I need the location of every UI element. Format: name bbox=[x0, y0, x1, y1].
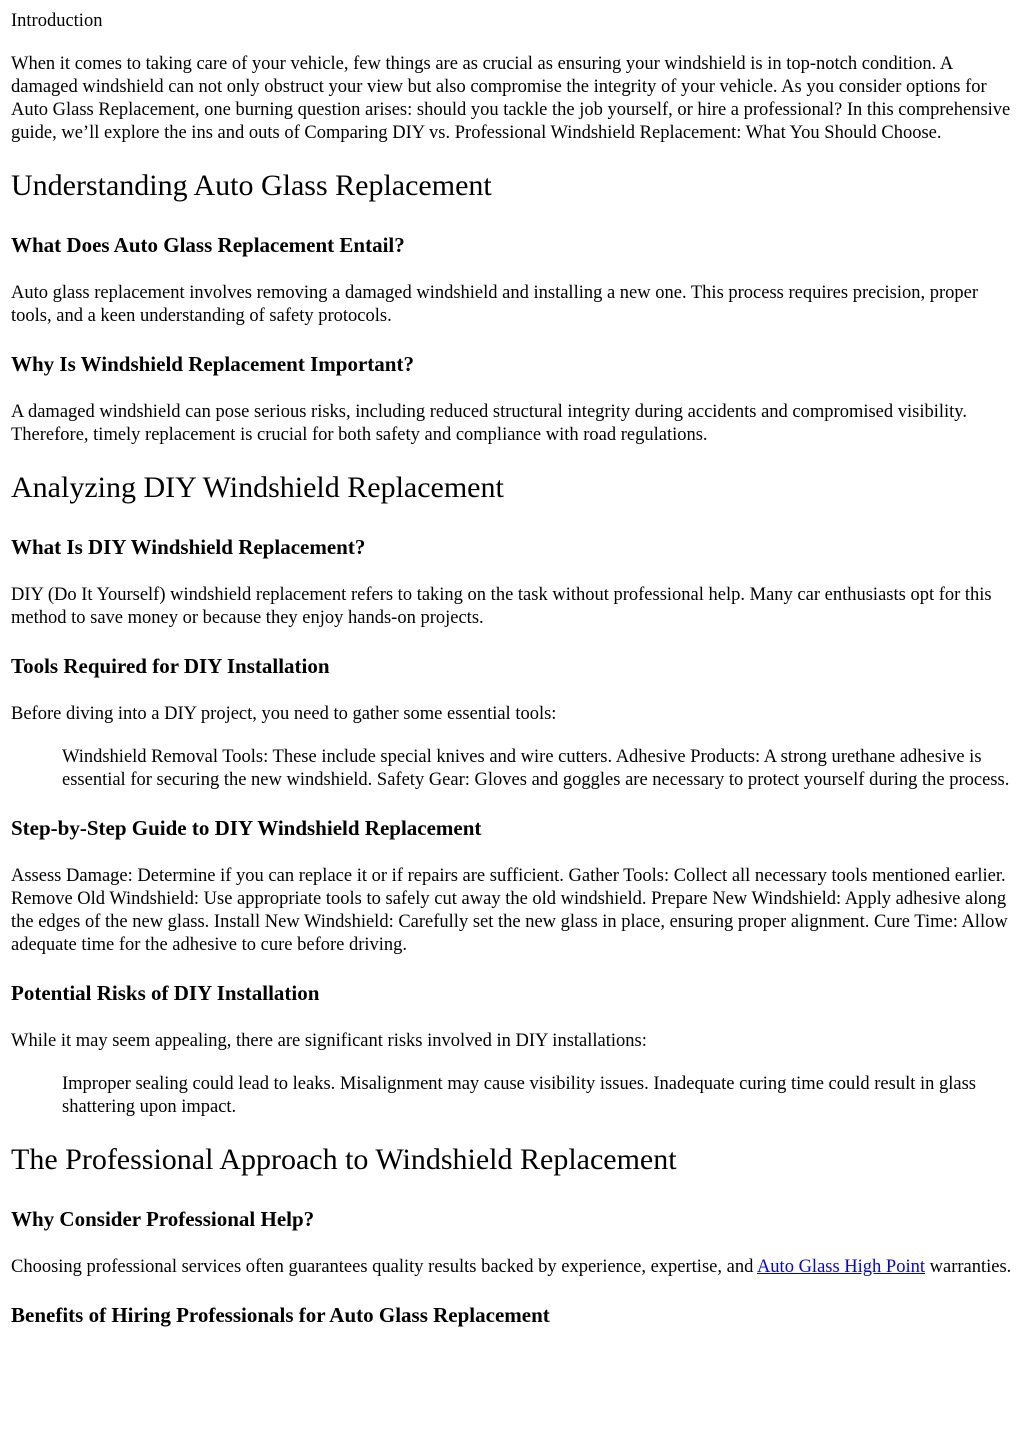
intro-label: Introduction bbox=[11, 11, 103, 31]
subheading-benefits: Benefits of Hiring Professionals for Auto Glass Replacement bbox=[11, 1303, 550, 1327]
paragraph-step-by-step: Assess Damage: Determine if you can replace it or if repairs are sufficient. Gather Tools: Collect all necessary tools mentioned earlier. Remove Old Windshield: Use appropriate tools to safely cut away the old windshield. Prepare New Windshield: Apply adhesive along the edges of the new glass. Install New Windshield: Carefully set the new glass in place, ensuring proper alignment. Cure Time: Allow adequate time for the adhesive to cure before driving. bbox=[11, 866, 1008, 955]
paragraph-tools-lead: Before diving into a DIY project, you need to gather some essential tools: bbox=[11, 704, 557, 724]
paragraph-what-is-diy: DIY (Do It Yourself) windshield replacement refers to taking on the task without professional help. Many car enthusiasts opt for this method to save money or because they enjoy hands-on projects. bbox=[11, 585, 992, 628]
intro-paragraph: When it comes to taking care of your vehicle, few things are as crucial as ensuring your windshield is in top-notch condition. A damaged windshield can not only obstruct your view but also compromise the integrity of your vehicle. As you consider options for Auto Glass Replacement, one burning question arises: should you tackle the job yourself, or hire a professional? In this comprehensive guide, we’ll explore the ins and outs of Comparing DIY vs. Professional Windshield Replacement: What You Should Choose. bbox=[11, 54, 1011, 143]
paragraph-why-professional-text: Choosing professional services often guarantees quality results backed by experience, expertise, and bbox=[11, 1257, 757, 1277]
subheading-tools-required: Tools Required for DIY Installation bbox=[11, 654, 330, 678]
subheading-what-is-diy: What Is DIY Windshield Replacement? bbox=[11, 535, 366, 559]
paragraph-why-professional-tail: warranties. bbox=[925, 1257, 1012, 1277]
paragraph-what-entails: Auto glass replacement involves removing a damaged windshield and installing a new one. This process requires precision, proper tools, and a keen understanding of safety protocols. bbox=[11, 283, 979, 326]
paragraph-why-professional bbox=[11, 1256, 1013, 1279]
list-risks: Improper sealing could lead to leaks. Misalignment may cause visibility issues. Inadequate curing time could result in glass shattering upon impact. bbox=[62, 1074, 976, 1117]
subheading-why-important: Why Is Windshield Replacement Important? bbox=[11, 352, 414, 376]
subheading-potential-risks: Potential Risks of DIY Installation bbox=[11, 981, 320, 1005]
subheading-why-professional: Why Consider Professional Help? bbox=[11, 1207, 315, 1231]
section-heading-understanding: Understanding Auto Glass Replacement bbox=[11, 169, 492, 202]
subheading-step-by-step: Step-by-Step Guide to DIY Windshield Replacement bbox=[11, 816, 482, 840]
auto-glass-high-point-link[interactable]: Auto Glass High Point bbox=[756, 1257, 925, 1277]
subheading-what-entails: What Does Auto Glass Replacement Entail? bbox=[11, 233, 405, 257]
paragraph-risks-lead: While it may seem appealing, there are significant risks involved in DIY installations: bbox=[11, 1031, 647, 1051]
section-heading-professional: The Professional Approach to Windshield Replacement bbox=[11, 1143, 677, 1176]
list-tools: Windshield Removal Tools: These include special knives and wire cutters. Adhesive Products: A strong urethane adhesive is essential for securing the new windshield. Safety Gear: Gloves and goggles are necessary to protect yourself during the process. bbox=[62, 747, 1010, 790]
paragraph-why-important: A damaged windshield can pose serious risks, including reduced structural integrity during accidents and compromised visibility. Therefore, timely replacement is crucial for both safety and compliance with road regulations. bbox=[11, 402, 967, 445]
section-heading-diy: Analyzing DIY Windshield Replacement bbox=[11, 471, 504, 504]
